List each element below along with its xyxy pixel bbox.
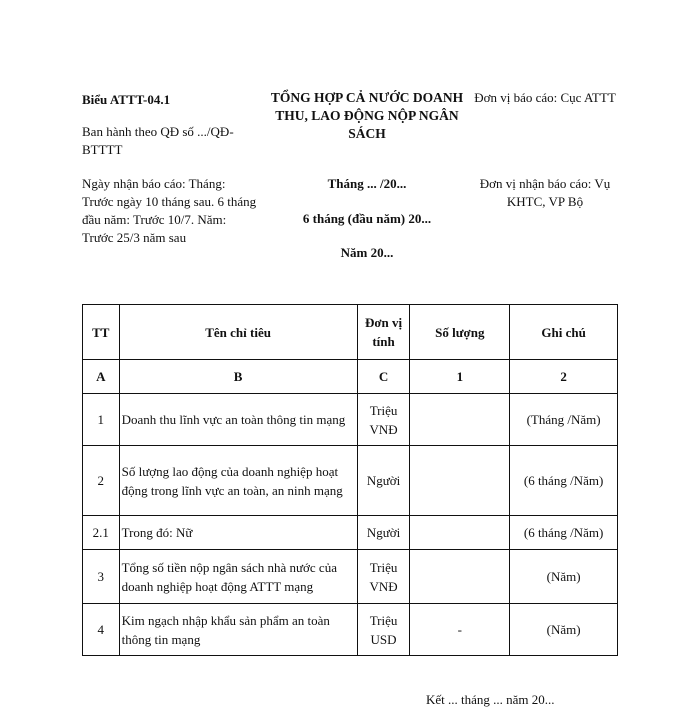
note-cell: (6 tháng /Năm) <box>510 446 618 516</box>
row-number: 2 <box>83 446 120 516</box>
report-table <box>82 304 618 656</box>
unit-cell: Triệu VNĐ <box>357 550 410 604</box>
note-cell: (Tháng /Năm) <box>510 394 618 446</box>
receiver-unit: Đơn vị nhận báo cáo: Vụ KHTC, VP Bộ <box>479 176 611 209</box>
code-cell: 1 <box>410 360 510 394</box>
report-title: TỔNG HỢP CẢ NƯỚC DOANH THU, LAO ĐỘNG NỘP NGÂN SÁCH <box>270 90 464 141</box>
period-year: Năm 20... <box>340 245 394 260</box>
table-row <box>83 550 618 604</box>
unit-cell: Người <box>357 446 410 516</box>
quantity-cell <box>410 550 510 604</box>
indicator-name: Doanh thu lĩnh vực an toàn thông tin mạng <box>119 394 357 446</box>
row-number: 2.1 <box>83 516 120 550</box>
unit-cell: Triệu USD <box>357 604 410 656</box>
unit-cell: Người <box>357 516 410 550</box>
quantity-cell <box>410 516 510 550</box>
note-cell: (Năm) <box>510 550 618 604</box>
table-row <box>83 516 618 550</box>
col-header-quantity: Số lượng <box>410 305 510 360</box>
table-header-row <box>83 305 618 360</box>
table-row <box>83 604 618 656</box>
table-row <box>83 446 618 516</box>
form-code: Biểu ATTT-04.1 <box>82 92 171 107</box>
row-number: 4 <box>83 604 120 656</box>
indicator-name: Tổng số tiền nộp ngân sách nhà nước của doanh nghiệp hoạt động ATTT mạng <box>119 550 357 604</box>
col-header-tt: TT <box>83 305 120 360</box>
receive-date-text: Ngày nhận báo cáo: Tháng: Trước ngày 10 tháng sau. 6 tháng đầu năm: Trước 10/7. Năm: Trước 25/3 năm sau <box>82 176 257 245</box>
note-cell: (6 tháng /Năm) <box>510 516 618 550</box>
indicator-name: Số lượng lao động của doanh nghiệp hoạt động trong lĩnh vực an toàn, an ninh mạng <box>119 446 357 516</box>
code-cell: 2 <box>510 360 618 394</box>
col-header-note: Ghi chú <box>510 305 618 360</box>
unit-cell: Triệu VNĐ <box>357 394 410 446</box>
sender-unit: Đơn vị báo cáo: Cục ATTT <box>474 90 616 105</box>
period-month: Tháng ... /20... <box>327 176 407 191</box>
quantity-cell <box>410 446 510 516</box>
row-number: 3 <box>83 550 120 604</box>
row-number: 1 <box>83 394 120 446</box>
table-row <box>83 394 618 446</box>
col-header-unit: Đơn vị tính <box>357 305 410 360</box>
indicator-name: Kim ngạch nhập khẩu sản phẩm an toàn thông tin mạng <box>119 604 357 656</box>
indicator-name: Trong đó: Nữ <box>119 516 357 550</box>
code-cell: C <box>357 360 410 394</box>
period-half-year: 6 tháng (đầu năm) 20... <box>302 211 432 226</box>
quantity-cell <box>410 394 510 446</box>
code-cell: B <box>119 360 357 394</box>
footer-note: Kết ... tháng ... năm 20... <box>426 692 555 707</box>
code-cell: A <box>83 360 120 394</box>
note-cell: (Năm) <box>510 604 618 656</box>
quantity-cell: - <box>410 604 510 656</box>
table-code-row <box>83 360 618 394</box>
issued-by-text: Ban hành theo QĐ số .../QĐ-BTTTT <box>82 124 234 157</box>
col-header-name: Tên chỉ tiêu <box>119 305 357 360</box>
